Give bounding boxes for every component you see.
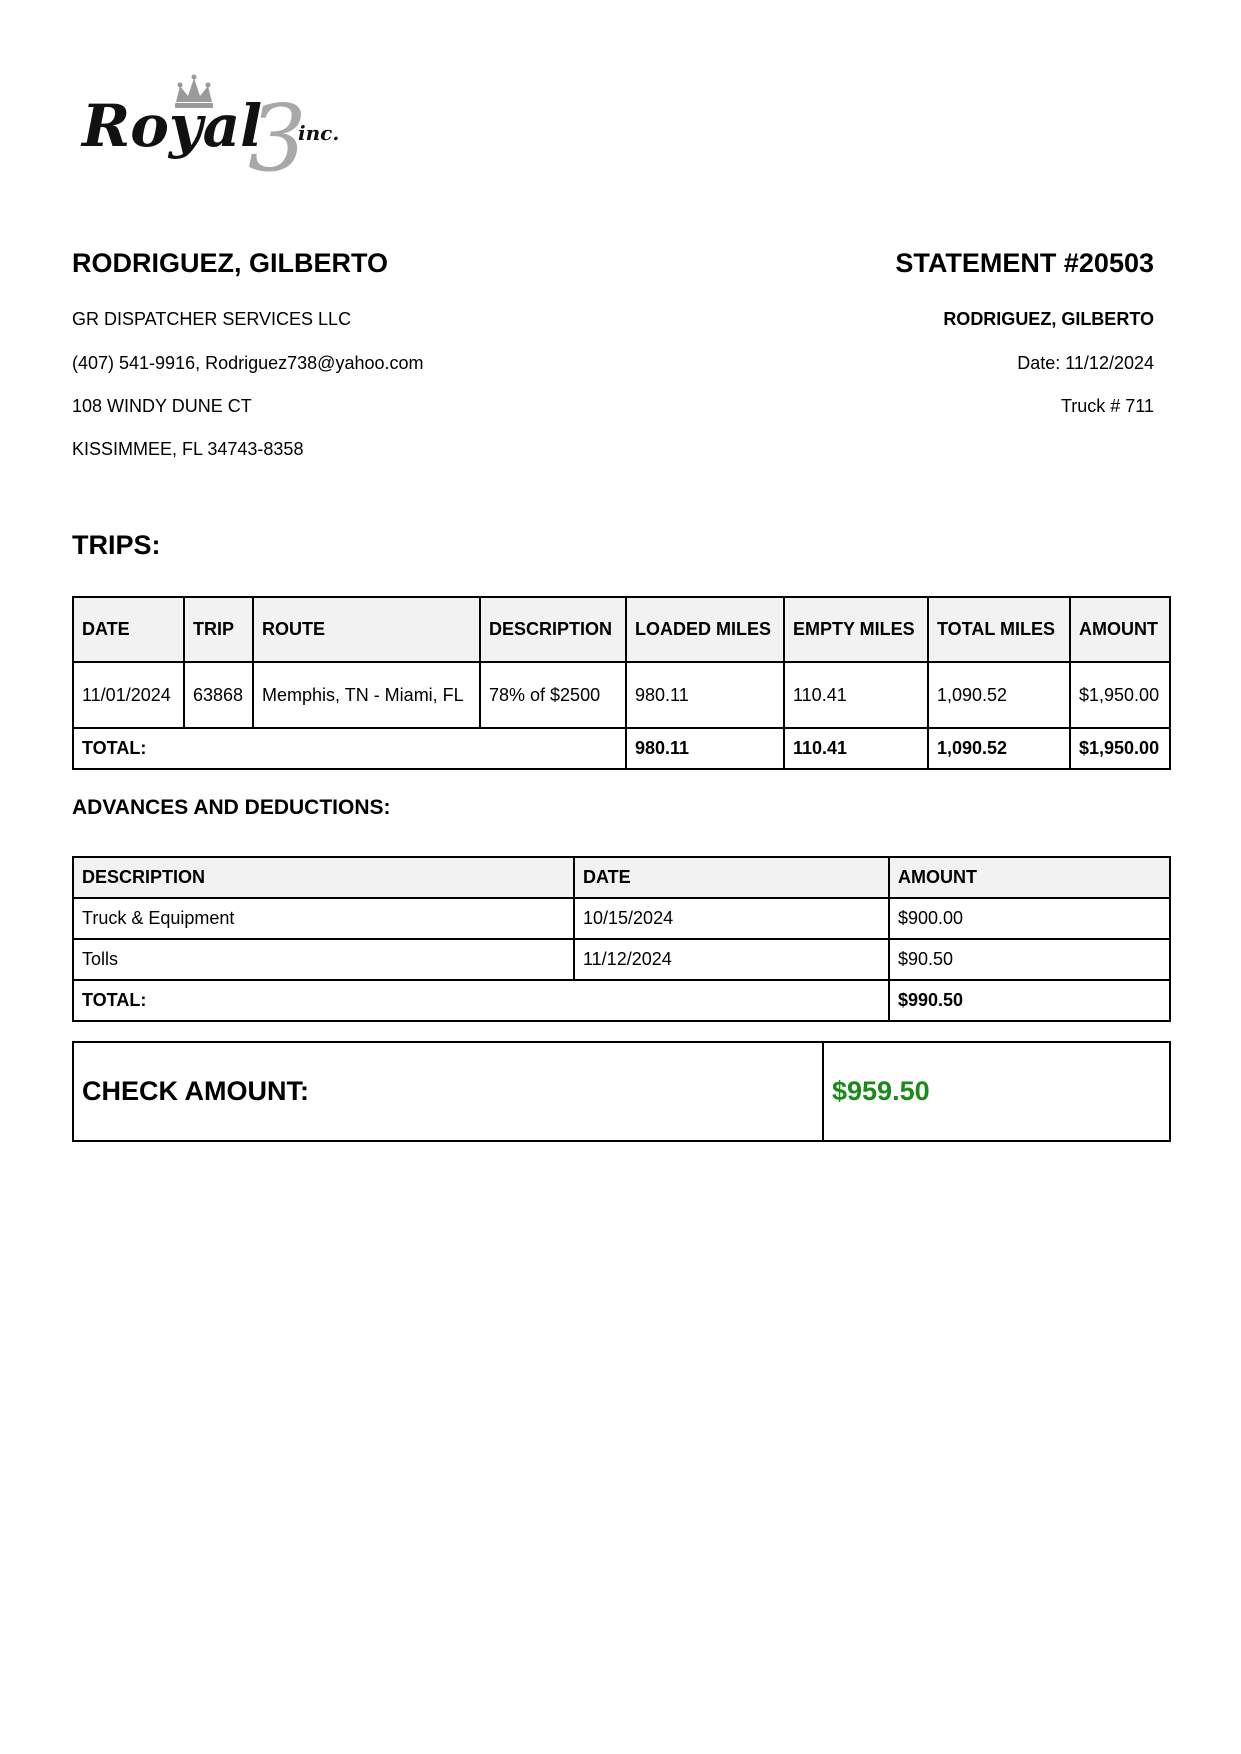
trip-date: 11/01/2024 [73, 662, 184, 728]
check-amount-label: CHECK AMOUNT: [73, 1042, 823, 1141]
trip-number: 63868 [184, 662, 253, 728]
deduction-date: 11/12/2024 [574, 939, 889, 980]
svg-text:3: 3 [248, 85, 307, 184]
trips-header-row [73, 597, 1170, 662]
trip-total-miles: 1,090.52 [928, 662, 1070, 728]
check-amount-row [73, 1042, 1170, 1141]
col-trip: TRIP [184, 597, 253, 662]
statement-date: Date: 11/12/2024 [1017, 353, 1154, 373]
trip-loaded-miles: 980.11 [626, 662, 784, 728]
statement-name: RODRIGUEZ, GILBERTO [943, 309, 1154, 329]
driver-company: GR DISPATCHER SERVICES LLC [72, 309, 352, 329]
svg-text:Royal: Royal [82, 92, 263, 160]
driver-address-line2: KISSIMMEE, FL 34743-8358 [72, 439, 304, 459]
col-route: ROUTE [253, 597, 480, 662]
trips-heading: TRIPS: [72, 530, 161, 560]
trip-empty-miles: 110.41 [784, 662, 928, 728]
check-amount-table [72, 1041, 1171, 1142]
deductions-table [72, 856, 1171, 1022]
col-loaded-miles: LOADED MILES [626, 597, 784, 662]
deductions-header-row [73, 857, 1170, 898]
deduction-amount: $90.50 [889, 939, 1170, 980]
deduction-description: Truck & Equipment [73, 898, 574, 939]
trips-total-amount: $1,950.00 [1070, 728, 1170, 769]
truck-number: Truck # 711 [1060, 396, 1154, 416]
deduction-amount: $900.00 [889, 898, 1170, 939]
check-amount-value: $959.50 [823, 1042, 1170, 1141]
col-empty-miles: EMPTY MILES [784, 597, 928, 662]
deduction-date: 10/15/2024 [574, 898, 889, 939]
table-row [73, 898, 1170, 939]
company-logo [80, 74, 380, 184]
driver-address-line1: 108 WINDY DUNE CT [72, 396, 252, 416]
col-ded-description: DESCRIPTION [73, 857, 574, 898]
trips-total-label: TOTAL: [73, 728, 626, 769]
col-amount: AMOUNT [1070, 597, 1170, 662]
trip-amount: $1,950.00 [1070, 662, 1170, 728]
trips-total-row [73, 728, 1170, 769]
driver-contact: (407) 541-9916, Rodriguez738@yahoo.com [72, 353, 424, 373]
trips-table [72, 596, 1171, 770]
deductions-total-label: TOTAL: [73, 980, 889, 1021]
trips-total-miles: 1,090.52 [928, 728, 1070, 769]
deductions-total-row [73, 980, 1170, 1021]
driver-name: RODRIGUEZ, GILBERTO [72, 248, 389, 278]
table-row [73, 939, 1170, 980]
statement-number: STATEMENT #20503 [895, 248, 1154, 278]
trip-route: Memphis, TN - Miami, FL [253, 662, 480, 728]
col-description: DESCRIPTION [480, 597, 626, 662]
col-total-miles: TOTAL MILES [928, 597, 1070, 662]
col-ded-amount: AMOUNT [889, 857, 1170, 898]
col-date: DATE [73, 597, 184, 662]
trips-total-loaded: 980.11 [626, 728, 784, 769]
trip-description: 78% of $2500 [480, 662, 626, 728]
svg-text:inc.: inc. [298, 121, 340, 145]
col-ded-date: DATE [574, 857, 889, 898]
trips-total-empty: 110.41 [784, 728, 928, 769]
deductions-heading: ADVANCES AND DEDUCTIONS: [72, 796, 391, 819]
table-row [73, 662, 1170, 728]
deduction-description: Tolls [73, 939, 574, 980]
deductions-total-amount: $990.50 [889, 980, 1170, 1021]
